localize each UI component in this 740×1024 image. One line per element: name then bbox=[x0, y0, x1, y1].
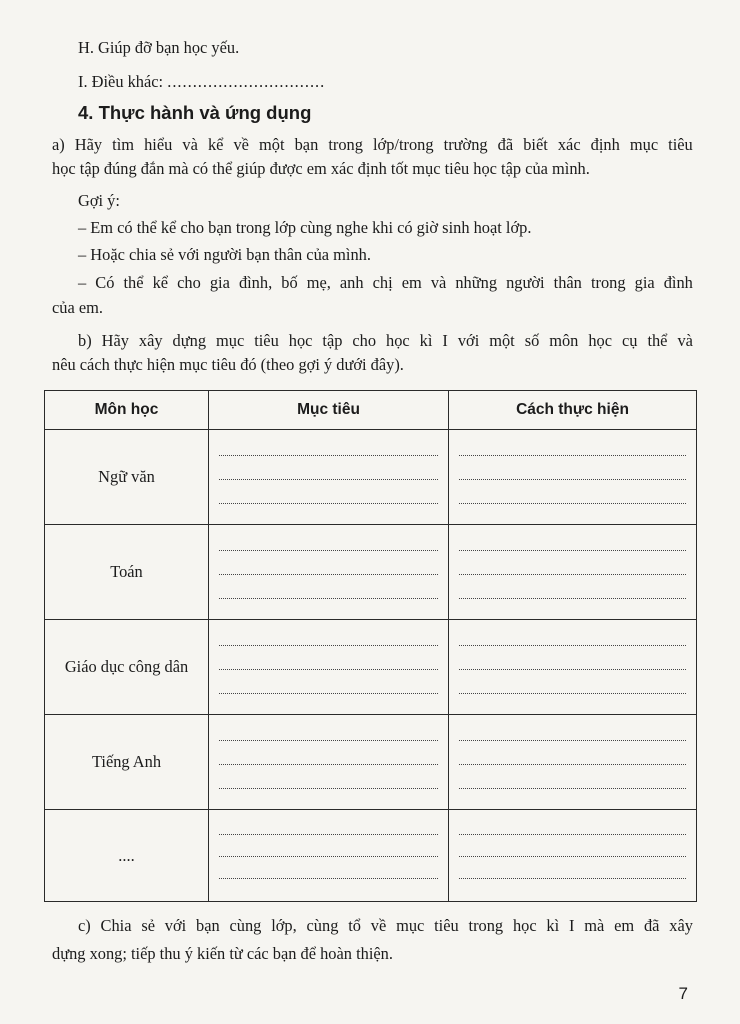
word: tiêu bbox=[668, 135, 693, 154]
dotted-writing-line bbox=[219, 764, 438, 765]
dotted-writing-line bbox=[459, 878, 686, 879]
word: anh bbox=[339, 273, 364, 292]
word: bạn bbox=[196, 916, 220, 935]
dotted-writing-line bbox=[219, 740, 438, 741]
word: b) bbox=[78, 331, 92, 350]
word: môn bbox=[549, 331, 579, 350]
word: với bbox=[164, 916, 187, 935]
word: những bbox=[455, 273, 498, 292]
dotted-writing-line bbox=[219, 503, 438, 504]
hint-2: – Hoặc chia sẻ với người bạn thân của mình. bbox=[78, 245, 371, 264]
word: sẻ bbox=[141, 916, 155, 935]
subject-cell bbox=[45, 620, 209, 715]
hint-3-line-2: của em. bbox=[52, 298, 103, 317]
subject-cell bbox=[45, 715, 209, 810]
table-row bbox=[45, 525, 697, 620]
word: và bbox=[677, 331, 693, 350]
subject-name: .... bbox=[118, 845, 135, 865]
word: Hãy bbox=[101, 331, 129, 350]
para-b-line-2: nêu cách thực hiện mục tiêu đó (theo gợi ý dưới đây). bbox=[52, 355, 404, 374]
section-i-dots: ............................... bbox=[167, 72, 326, 91]
goal-cell[interactable] bbox=[209, 620, 449, 715]
word: I bbox=[442, 331, 448, 350]
table-row bbox=[45, 810, 697, 902]
goal-cell[interactable] bbox=[209, 430, 449, 525]
word: số bbox=[524, 331, 540, 350]
dotted-writing-line bbox=[459, 645, 686, 646]
subject-cell bbox=[45, 430, 209, 525]
word: học bbox=[588, 331, 613, 350]
word: cụ bbox=[621, 331, 638, 350]
method-dotted-lines[interactable] bbox=[449, 430, 696, 524]
dotted-writing-line bbox=[459, 856, 686, 857]
goal-cell[interactable] bbox=[209, 525, 449, 620]
dotted-writing-line bbox=[219, 788, 438, 789]
word: mà bbox=[584, 916, 605, 935]
word: về bbox=[370, 916, 387, 935]
word: mục bbox=[629, 135, 659, 154]
word: kì bbox=[419, 331, 433, 350]
para-c-line-2: dựng xong; tiếp thu ý kiến từ các bạn để hoàn thiện. bbox=[52, 944, 393, 963]
word: thể bbox=[647, 331, 668, 350]
dotted-writing-line bbox=[219, 598, 438, 599]
word: lớp/trong bbox=[373, 135, 434, 154]
word: c) bbox=[78, 916, 91, 935]
word: đã bbox=[643, 916, 660, 935]
word: và bbox=[182, 135, 198, 154]
word: Có bbox=[95, 273, 115, 292]
hint-1: – Em có thể kể cho bạn trong lớp cùng nghe khi có giờ sinh hoạt lớp. bbox=[78, 218, 532, 237]
word: trong bbox=[468, 916, 504, 935]
para-a-line-1 bbox=[52, 135, 693, 155]
word: a) bbox=[52, 135, 65, 154]
word: mẹ, bbox=[306, 273, 331, 292]
word: Hãy bbox=[74, 135, 103, 154]
word: người bbox=[506, 273, 545, 292]
word: cho bbox=[352, 331, 377, 350]
dotted-writing-line bbox=[459, 740, 686, 741]
method-dotted-lines[interactable] bbox=[449, 715, 696, 809]
goal-dotted-lines[interactable] bbox=[209, 715, 448, 809]
subject-name: Tiếng Anh bbox=[91, 752, 162, 771]
word: học bbox=[288, 331, 313, 350]
word: bố bbox=[281, 273, 298, 292]
dotted-writing-line bbox=[459, 693, 686, 694]
word: kì bbox=[546, 916, 560, 935]
goals-table bbox=[44, 390, 697, 902]
subject-name: Toán bbox=[110, 562, 143, 581]
word: cho bbox=[177, 273, 201, 292]
method-cell[interactable] bbox=[449, 715, 697, 810]
word: xác bbox=[557, 135, 581, 154]
word: cùng bbox=[306, 916, 339, 935]
dotted-writing-line bbox=[459, 834, 686, 835]
dotted-writing-line bbox=[219, 574, 438, 575]
goal-cell[interactable] bbox=[209, 810, 449, 902]
word: về bbox=[233, 135, 249, 154]
word: hiểu bbox=[144, 135, 173, 154]
word: đình bbox=[663, 273, 693, 292]
word: I bbox=[568, 916, 575, 935]
word: bạn bbox=[294, 135, 319, 154]
subject-cell bbox=[45, 525, 209, 620]
word: tập bbox=[322, 331, 343, 350]
table-row bbox=[45, 715, 697, 810]
section-i bbox=[78, 72, 693, 92]
method-dotted-lines[interactable] bbox=[449, 525, 696, 619]
dotted-writing-line bbox=[459, 574, 686, 575]
word: gia bbox=[634, 273, 655, 292]
header-method: Cách thực hiện bbox=[449, 391, 697, 430]
dotted-writing-line bbox=[219, 878, 438, 879]
subject-name: Ngữ văn bbox=[98, 467, 155, 486]
method-cell[interactable] bbox=[449, 525, 697, 620]
word: kể bbox=[207, 135, 224, 154]
header-subject: Môn học bbox=[45, 391, 209, 430]
para-c-line-1 bbox=[78, 916, 693, 936]
dotted-writing-line bbox=[219, 550, 438, 551]
dotted-writing-line bbox=[459, 503, 686, 504]
dotted-writing-line bbox=[219, 669, 438, 670]
goal-cell[interactable] bbox=[209, 715, 449, 810]
goal-dotted-lines[interactable] bbox=[209, 525, 448, 619]
dotted-writing-line bbox=[219, 856, 438, 857]
method-dotted-lines[interactable] bbox=[449, 620, 696, 714]
word: – bbox=[78, 273, 87, 292]
dotted-writing-line bbox=[219, 693, 438, 694]
hint-3-line-1 bbox=[78, 273, 693, 293]
word: trong bbox=[328, 135, 363, 154]
word: tiêu bbox=[434, 916, 459, 935]
word: trường bbox=[443, 135, 488, 154]
word: xây bbox=[669, 916, 693, 935]
method-cell[interactable] bbox=[449, 810, 697, 902]
word: trong bbox=[590, 273, 626, 292]
dotted-writing-line bbox=[219, 479, 438, 480]
method-cell[interactable] bbox=[449, 620, 697, 715]
word: em bbox=[614, 916, 635, 935]
section-h: H. Giúp đỡ bạn học yếu. bbox=[78, 38, 240, 57]
word: đình, bbox=[238, 273, 273, 292]
word: học bbox=[512, 916, 537, 935]
goal-dotted-lines[interactable] bbox=[209, 430, 448, 524]
word: định bbox=[590, 135, 620, 154]
dotted-writing-line bbox=[219, 455, 438, 456]
word: mục bbox=[396, 916, 425, 935]
para-a-line-2: học tập đúng đắn mà có thể giúp được em xác định tốt mục tiêu học tập của mình. bbox=[52, 159, 590, 178]
word: thân bbox=[553, 273, 582, 292]
section-heading: 4. Thực hành và ứng dụng bbox=[78, 102, 312, 123]
goal-dotted-lines[interactable] bbox=[209, 620, 448, 714]
subject-cell bbox=[45, 810, 209, 902]
dotted-writing-line bbox=[459, 455, 686, 456]
dotted-writing-line bbox=[459, 669, 686, 670]
table-row bbox=[45, 620, 697, 715]
word: chị bbox=[372, 273, 393, 292]
word: một bbox=[489, 331, 515, 350]
table-header-row bbox=[45, 391, 697, 430]
word: lớp, bbox=[271, 916, 297, 935]
word: một bbox=[259, 135, 285, 154]
word: xây bbox=[138, 331, 163, 350]
word: tiêu bbox=[254, 331, 279, 350]
word: gia bbox=[209, 273, 230, 292]
dotted-writing-line bbox=[459, 598, 686, 599]
dotted-writing-line bbox=[459, 788, 686, 789]
word: tìm bbox=[112, 135, 135, 154]
word: kể bbox=[152, 273, 169, 292]
dotted-writing-line bbox=[459, 550, 686, 551]
goal-dotted-lines[interactable] bbox=[209, 810, 448, 901]
word: mục bbox=[216, 331, 245, 350]
word: tổ bbox=[348, 916, 361, 935]
method-dotted-lines[interactable] bbox=[449, 810, 696, 901]
word: biết bbox=[523, 135, 548, 154]
dotted-writing-line bbox=[219, 645, 438, 646]
word: Chia bbox=[100, 916, 132, 935]
section-i-label: I. Điều khác: bbox=[78, 72, 164, 91]
word: học bbox=[386, 331, 410, 350]
page-number: 7 bbox=[678, 984, 688, 1003]
word: cùng bbox=[229, 916, 262, 935]
dotted-writing-line bbox=[459, 479, 686, 480]
subject-name: Giáo dục công dân bbox=[64, 657, 189, 676]
dotted-writing-line bbox=[459, 764, 686, 765]
word: với bbox=[457, 331, 480, 350]
header-goal: Mục tiêu bbox=[209, 391, 449, 430]
method-cell[interactable] bbox=[449, 430, 697, 525]
para-b-line-1 bbox=[78, 331, 693, 351]
word: em bbox=[401, 273, 422, 292]
word: đã bbox=[497, 135, 514, 154]
table-row bbox=[45, 430, 697, 525]
word: dựng bbox=[172, 331, 207, 350]
dotted-writing-line bbox=[219, 834, 438, 835]
hint-title: Gợi ý: bbox=[78, 191, 120, 210]
word: thể bbox=[123, 273, 144, 292]
word: và bbox=[430, 273, 447, 292]
